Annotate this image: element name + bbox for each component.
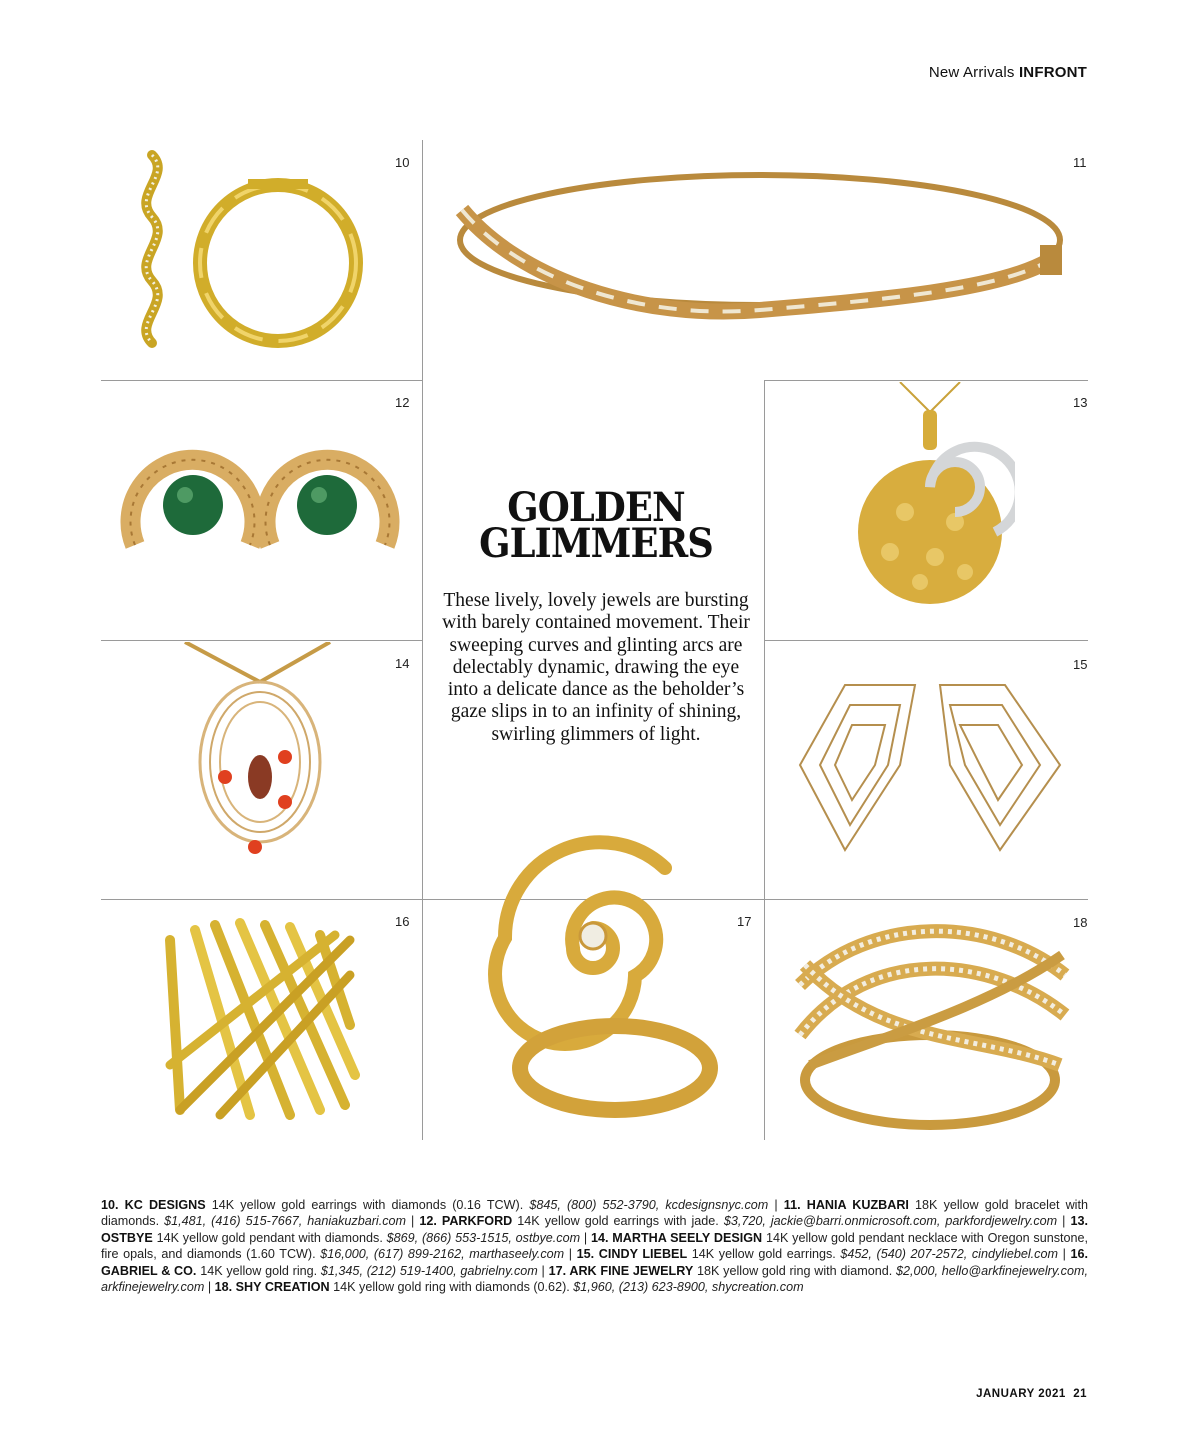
grid-rule bbox=[765, 380, 1088, 381]
credit-info: $2,000, hello@arkfinejewelry.com, arkfinejewelry.com bbox=[101, 1263, 1088, 1295]
credit-desc: 14K yellow gold earrings with jade. bbox=[512, 1214, 724, 1229]
item-number: 17 bbox=[737, 914, 752, 929]
jade-earrings-icon bbox=[115, 435, 415, 595]
credit-info: $1,481, (416) 515-7667, haniakuzbari.com bbox=[164, 1214, 407, 1229]
credit-brand: 13. OSTBYE bbox=[101, 1214, 1088, 1245]
item-number: 11 bbox=[1073, 155, 1087, 170]
feature-intro: These lively, lovely jewels are bursting with barely contained movement. Their sweeping curves and glinting arcs are delectably dynamic, drawing the eye into a delicate dance as the beholder’s gaze slips in to an infinity of shining, swirling glimmers of light. bbox=[442, 590, 750, 745]
bangle-bracelet-icon bbox=[440, 160, 1080, 340]
credit-info: $845, (800) 552-3790, kcdesignsnyc.com bbox=[529, 1198, 769, 1212]
item-number: 12 bbox=[395, 395, 410, 410]
credit-desc: 18K yellow gold bracelet with diamonds. bbox=[101, 1198, 1088, 1229]
page-footer bbox=[976, 1388, 1087, 1400]
credit-brand: 14. MARTHA SEELY DESIGN bbox=[590, 1230, 763, 1245]
geometric-earrings-icon bbox=[790, 680, 1070, 855]
item-number: 10 bbox=[395, 155, 410, 170]
credit-brand: 18. SHY CREATION bbox=[214, 1280, 330, 1295]
credit-desc: 14K yellow gold pendant necklace with Oregon sunstone, fire opals, and diamonds (1.60 TCW). bbox=[101, 1230, 1089, 1262]
credit-desc: 14K yellow gold ring. bbox=[196, 1263, 321, 1278]
feature-title-block bbox=[440, 484, 752, 746]
item-number: 18 bbox=[1073, 915, 1088, 930]
crossover-ring-icon bbox=[790, 915, 1070, 1135]
credit-brand: 11. HANIA KUZBARI bbox=[783, 1198, 909, 1212]
credit-info: $16,000, (617) 899-2162, marthaseely.com bbox=[320, 1247, 565, 1262]
credit-info: $869, (866) 553-1515, ostbye.com bbox=[386, 1230, 581, 1245]
spiral-ring-icon bbox=[465, 828, 720, 1128]
credit-brand: 16. GABRIEL & CO. bbox=[101, 1247, 1088, 1278]
credit-info: $1,960, (213) 623-8900, shycreation.com bbox=[573, 1280, 804, 1295]
gemstone-pendant-icon bbox=[180, 642, 340, 867]
credit-info: $1,345, (212) 519-1400, gabrielny.com bbox=[320, 1263, 538, 1278]
feature-title-line: GLIMMERS bbox=[479, 520, 713, 567]
credits-paragraph: 10. KC DESIGNS 14K yellow gold earrings with diamonds (0.16 TCW). $845, (800) 552-3790, kcdesignsnyc.com | 11. HANIA KUZBARI 18K yellow gold bracelet with diamonds. $1,481, (416) 515-7667, haniakuzbari.com | 12. PARKFORD 14K yellow gold earrings with jade. $3,720, jackie@barri.onmicrosoft.com, parkfordjewelry.com | 13. OSTBYE 14K yellow gold pendant with diamonds. $869, (866) 553-1515, ostbye.com | 14. MARTHA SEELY DESIGN 14K yellow gold pendant necklace with Oregon sunstone, fire opals, and diamonds (1.60 TCW). $16,000, (617) 899-2162, marthaseely.com | 15. CINDY LIEBEL 14K yellow gold earrings. $452, (540) 207-2572, cindyliebel.com | 16. GABRIEL & CO. 14K yellow gold ring. $1,345, (212) 519-1400, gabrielny.com | 17. ARK FINE JEWELRY 18K yellow gold ring with diamond. $2,000, hello@arkfinejewelry.com, arkfinejewelry.com | 18. SHY CREATION 14K yellow gold ring with diamonds (0.62). $1,960, (213) 623-8900, shycreation.com bbox=[101, 1198, 1089, 1295]
credit-info: $452, (540) 207-2572, cindyliebel.com bbox=[840, 1247, 1058, 1262]
section-brand: INFRONT bbox=[1018, 64, 1087, 81]
grid-rule bbox=[101, 640, 422, 641]
item-number: 13 bbox=[1073, 395, 1088, 410]
grid-rule bbox=[101, 380, 422, 381]
credit-brand: 15. CINDY LIEBEL bbox=[576, 1247, 688, 1262]
credit-brand: 12. PARKFORD bbox=[419, 1214, 513, 1229]
credit-desc: 14K yellow gold ring with diamonds (0.62). bbox=[329, 1280, 574, 1295]
grid-rule bbox=[764, 380, 765, 1140]
grid-rule bbox=[422, 140, 423, 1140]
hoop-earrings-icon bbox=[110, 145, 390, 375]
credit-desc: 14K yellow gold pendant with diamonds. bbox=[152, 1230, 387, 1245]
page-number: 21 bbox=[1073, 1388, 1087, 1400]
credit-brand: 10. KC DESIGNS bbox=[101, 1198, 206, 1212]
item-number: 14 bbox=[395, 656, 410, 671]
credit-desc: 18K yellow gold ring with diamond. bbox=[693, 1263, 896, 1278]
item-number: 16 bbox=[395, 914, 410, 929]
feature-title-line: GOLDEN bbox=[507, 484, 685, 531]
disc-pendant-icon bbox=[845, 382, 1015, 627]
section-label: New Arrivals bbox=[928, 64, 1015, 81]
issue-date: JANUARY 2021 bbox=[976, 1388, 1066, 1400]
credit-brand: 17. ARK FINE JEWELRY bbox=[548, 1263, 694, 1278]
credit-desc: 14K yellow gold earrings with diamonds (0.16 TCW). bbox=[205, 1198, 530, 1212]
feature-title bbox=[452, 484, 739, 567]
grid-rule bbox=[765, 640, 1088, 641]
gold-cuff-ring-icon bbox=[150, 915, 365, 1130]
section-header bbox=[929, 64, 1087, 81]
item-number: 15 bbox=[1073, 657, 1088, 672]
credit-info: $3,720, jackie@barri.onmicrosoft.com, parkfordjewelry.com bbox=[723, 1214, 1058, 1229]
credit-desc: 14K yellow gold earrings. bbox=[687, 1247, 841, 1262]
